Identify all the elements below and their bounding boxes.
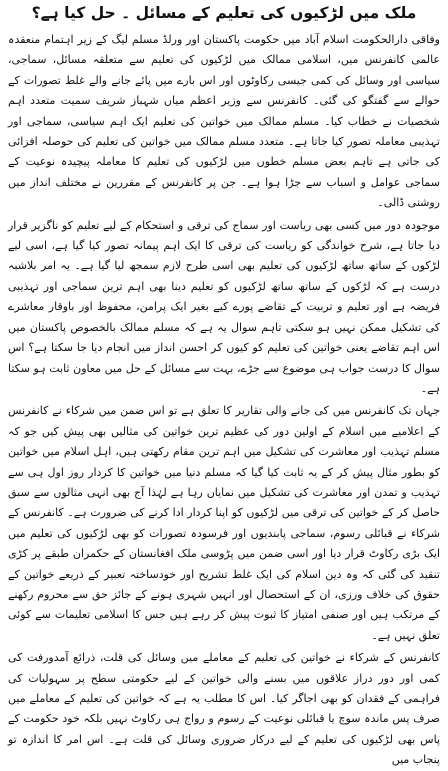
article-paragraph-2: موجودہ دور میں کسی بھی ریاست اور سماج کی ترقی و استحکام کے لیے تعلیم کو ناگزیر قرار دیا جاتا ہے، شرح خواندگی کو ریاست کی ترقی کا ایک اہم پیمانہ تصور کیا گیا ہے، اسی لیے لڑکوں کے ساتھ ساتھ لڑکیوں کی تعلیم بھی اسی طرح لازم سمجھ لیا گیا ہے۔ یہ امر بلاشبہ درست ہے کہ لڑکوں کے ساتھ ساتھ لڑکیوں کو تعلیم دینا بھی اہم ترین سماجی اور تہذیبی فریضہ ہے اور تعلیم و تربیت کے تقاضے پورے کیے بغیر ایک پرامن، محفوظ اور باوقار معاشرے کی تشکیل ممکن نہیں ہو سکتی تاہم سوال یہ ہے کہ مسلم ممالک بالخصوص پاکستان میں اس اہم تقاضے یعنی خواتین کی تعلیم کو کیوں کر احسن انداز میں انجام دیا جا سکتا ہے؟ اس سوال کا درست جواب ہی موضوع سے جڑے، بہت سے مسائل کے حل میں معاون ثابت ہو سکتا ہے۔ — [8, 218, 440, 395]
article-paragraph-4: کانفرنس کے شرکاء نے خواتین کی تعلیم کے معاملے میں وسائل کی قلت، ذرائع آمدورفت کی کمی اور دور دراز علاقوں میں بسنے والی خواتین کے لیے حکومتی سطح پر سہولیات کی فراہمی کے فقدان کو بھی اجاگر کیا۔ اس کا مطلب یہ ہے کہ خواتین کی تعلیم کے معاملے میں صرف پس ماندہ سوچ یا قبائلی نوعیت کے رسوم و رواج ہی رکاوٹ نہیں بلکہ خود حکومت کے پاس بھی لڑکیوں کی تعلیم کے لیے درکار ضروری وسائل کی قلت ہے۔ اس امر کا اندازہ تو پنجاب میں — [8, 651, 440, 767]
article-paragraph-3: جہاں تک کانفرنس میں کی جانے والی تقاریر کا تعلق ہے تو اس ضمن میں شرکاء نے کانفرنس کے اعلامیے میں اسلام کے اولین دور کی عظیم ترین خواتین کی مثالیں بھی پیش کیں جو کہ مسلم تہذیب اور معاشرت کی تشکیل میں اہم ترین مقام رکھتی ہیں، اہل اسلام میں خواتین کو بطور مثال پیش کر کے یہ ثابت کیا گیا کہ مسلم دنیا میں خواتین کا کردار روز اول ہی سے تہذیب و تمدن اور معاشرت کی تشکیل میں نمایاں رہا ہے لہٰذا آج بھی انہی مثالوں سے سبق حاصل کر کے خواتین کی ترقی میں لڑکیوں کو اپنا کردار ادا کرنے کی ضرورت ہے۔ کانفرنس کے شرکاء نے قبائلی رسوم، سماجی پابندیوں اور فرسودہ تصورات کو بھی لڑکیوں کی تعلیم میں ایک بڑی رکاوٹ قرار دیا اور اسی ضمن میں پڑوسی ملک افغانستان کے حکمران طبقے پر کڑی تنقید کی گئی کہ وہ دین اسلام کی ایک غلط تشریح اور خودساختہ تعبیر کے ذریعے خواتین کے حقوق کی خلاف ورزی، ان کے استحصال اور انہیں شہری ہونے کے جائز حق سے محروم رکھنے کے مرتکب ہیں اور صنفی امتیاز کا ثبوت پیش کر رہے ہیں جس کا اسلامی تعلیمات سے کوئی تعلق نہیں ہے۔ — [8, 404, 440, 642]
article-paragraph-1: وفاقی دارالحکومت اسلام آباد میں حکومت پاکستان اور ورلڈ مسلم لیگ کے زیر اہتمام منعقدہ عالمی کانفرنس میں، اسلامی ممالک میں لڑکیوں کی تعلیم سے متعلقہ مسائل، سماجی، سیاسی اور وسائل کی کمی جیسی رکاوٹوں اور اس بارے میں پائے جانے والے غلط تصورات کے حوالے سے گفتگو کی گئی۔ کانفرنس سے وزیر اعظم میاں شہباز شریف سمیت متعدد اہم شخصیات نے خطاب کیا۔ مسلم ممالک میں خواتین کی تعلیم ایک اہم سیاسی، سماجی اور تہذیبی معاملہ تصور کیا جاتا ہے۔ متعدد مسلم ممالک میں خواتین کی تعلیم کی حوصلہ افزائی کی جاتی ہے تاہم بعض مسلم خطوں میں لڑکیوں کی تعلیم کا معاملہ پیچیدہ نوعیت کے سماجی عوامل و اسباب سے جڑا ہوا ہے۔ جن پر کانفرنس کے مقررین نے مختلف انداز میں روشنی ڈالی۔ — [8, 33, 440, 210]
article-title: ملک میں لڑکیوں کی تعلیم کے مسائل ۔ حل کیا ہے؟ — [31, 4, 417, 22]
